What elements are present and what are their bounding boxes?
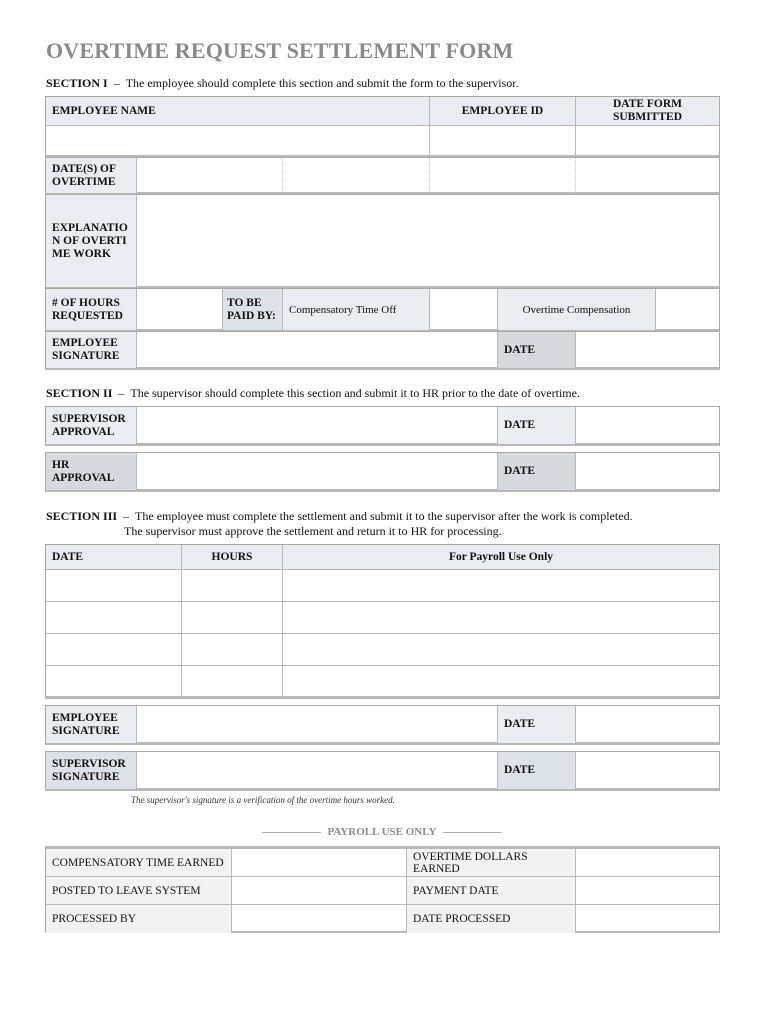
payroll-row-1 bbox=[46, 849, 719, 877]
supervisor-signature-note: The supervisor's signature is a verification of the overtime hours worked. bbox=[131, 795, 395, 805]
hr-approval-label: HR APPROVAL bbox=[46, 453, 137, 490]
supervisor-approval-date-field[interactable] bbox=[576, 407, 719, 444]
hr-approval-date-field[interactable] bbox=[576, 453, 719, 490]
compensatory-time-off-option: Compensatory Time Off bbox=[283, 289, 430, 330]
form-title: OVERTIME REQUEST SETTLEMENT FORM bbox=[46, 38, 514, 63]
settlement-payroll-cell[interactable] bbox=[283, 666, 719, 697]
overtime-date-field-1[interactable] bbox=[137, 158, 283, 193]
section-2-heading bbox=[46, 386, 580, 401]
section-3-heading bbox=[46, 509, 633, 524]
hours-requested-label: # OF HOURS REQUESTED bbox=[46, 289, 137, 330]
processed-by-label: PROCESSED BY bbox=[46, 905, 232, 933]
dates-of-overtime-block bbox=[45, 157, 720, 195]
section-3-label: SECTION III bbox=[46, 509, 118, 523]
supervisor-signature-block bbox=[45, 751, 720, 791]
payroll-table bbox=[45, 846, 720, 933]
overtime-dollars-earned-label: OVERTIME DOLLARS EARNED bbox=[407, 849, 576, 876]
employee-name-label: EMPLOYEE NAME bbox=[46, 97, 430, 125]
payment-date-label: PAYMENT DATE bbox=[407, 877, 576, 904]
hr-approval-date-label: DATE bbox=[498, 453, 576, 490]
employee-signature-date-field-2[interactable] bbox=[576, 706, 719, 743]
settlement-hours-cell[interactable] bbox=[182, 570, 283, 601]
date-form-submitted-label: DATE FORM SUBMITTED bbox=[576, 97, 719, 125]
hr-approval-block bbox=[45, 452, 720, 492]
settlement-hours-cell[interactable] bbox=[182, 634, 283, 665]
settlement-payroll-cell[interactable] bbox=[283, 634, 719, 665]
hours-requested-block bbox=[45, 288, 720, 332]
section-2-dash: – bbox=[118, 386, 125, 400]
hours-requested-field[interactable] bbox=[137, 289, 223, 330]
overtime-dollars-earned-field[interactable] bbox=[576, 849, 719, 876]
section-1-heading bbox=[46, 76, 519, 91]
supervisor-signature-date-field[interactable] bbox=[576, 752, 719, 789]
settlement-hours-cell[interactable] bbox=[182, 602, 283, 633]
supervisor-approval-date-label: DATE bbox=[498, 407, 576, 444]
settlement-payroll-cell[interactable] bbox=[283, 602, 719, 633]
posted-to-leave-label: POSTED TO LEAVE SYSTEM bbox=[46, 877, 232, 904]
settlement-date-cell[interactable] bbox=[46, 602, 182, 633]
processed-by-field[interactable] bbox=[232, 905, 407, 933]
explanation-label bbox=[46, 195, 137, 287]
date-processed-label: DATE PROCESSED bbox=[407, 905, 576, 933]
employee-signature-field-2[interactable] bbox=[137, 706, 498, 743]
settlement-hours-cell[interactable] bbox=[182, 666, 283, 697]
employee-signature-field-1[interactable] bbox=[137, 332, 498, 368]
supervisor-signature-field[interactable] bbox=[137, 752, 498, 789]
section-1-dash: – bbox=[113, 76, 120, 90]
employee-signature-block-1 bbox=[45, 331, 720, 370]
supervisor-approval-label: SUPERVISOR APPROVAL bbox=[46, 407, 137, 444]
compensatory-time-off-field[interactable] bbox=[430, 289, 498, 330]
section-2-label: SECTION II bbox=[46, 386, 113, 400]
employee-name-field[interactable] bbox=[46, 126, 430, 156]
payroll-row-3 bbox=[46, 905, 719, 933]
settlement-payroll-header: For Payroll Use Only bbox=[283, 545, 719, 569]
settlement-table bbox=[45, 544, 720, 699]
payroll-use-only-heading bbox=[262, 826, 502, 838]
section-3-instructions-2: The supervisor must approve the settlement and return it to HR for processing. bbox=[124, 524, 502, 538]
explanation-label-text: EXPLANATIO N OF OVERTIME WORK bbox=[52, 221, 128, 260]
settlement-hours-header: HOURS bbox=[182, 545, 283, 569]
overtime-date-field-2[interactable] bbox=[283, 158, 430, 193]
section-1-instructions: The employee should complete this section and submit the form to the supervisor. bbox=[125, 76, 519, 90]
posted-to-leave-field[interactable] bbox=[232, 877, 407, 904]
supervisor-signature-label: SUPERVISOR SIGNATURE bbox=[46, 752, 137, 789]
employee-id-field[interactable] bbox=[430, 126, 576, 156]
settlement-date-cell[interactable] bbox=[46, 570, 182, 601]
payment-date-field[interactable] bbox=[576, 877, 719, 904]
employee-signature-block-2 bbox=[45, 705, 720, 745]
section-3-instructions-1: The employee must complete the settlement and submit it to the supervisor after the work is completed. bbox=[135, 509, 633, 523]
settlement-date-cell[interactable] bbox=[46, 634, 182, 665]
settlement-payroll-cell[interactable] bbox=[283, 570, 719, 601]
explanation-block bbox=[45, 194, 720, 289]
overtime-date-field-3[interactable] bbox=[430, 158, 576, 193]
employee-id-label: EMPLOYEE ID bbox=[430, 97, 576, 125]
supervisor-signature-date-label: DATE bbox=[498, 752, 576, 789]
overtime-date-field-4[interactable] bbox=[576, 158, 719, 193]
settlement-date-cell[interactable] bbox=[46, 666, 182, 697]
to-be-paid-by-label: TO BE PAID BY: bbox=[223, 289, 283, 330]
overtime-compensation-field[interactable] bbox=[656, 289, 719, 330]
employee-signature-date-label-2: DATE bbox=[498, 706, 576, 743]
employee-signature-date-field-1[interactable] bbox=[576, 332, 719, 368]
date-form-submitted-field[interactable] bbox=[576, 126, 719, 156]
payroll-row-2 bbox=[46, 877, 719, 905]
payroll-heading-rule-right bbox=[443, 832, 502, 833]
supervisor-approval-field[interactable] bbox=[137, 407, 498, 444]
section-2-instructions: The supervisor should complete this section and submit it to HR prior to the date of overtime. bbox=[130, 386, 580, 400]
supervisor-approval-block bbox=[45, 406, 720, 446]
settlement-date-header: DATE bbox=[46, 545, 182, 569]
employee-signature-label-1: EMPLOYEE SIGNATURE bbox=[46, 332, 137, 368]
employee-signature-label-2: EMPLOYEE SIGNATURE bbox=[46, 706, 137, 743]
section-3-dash: – bbox=[123, 509, 130, 523]
comp-time-earned-field[interactable] bbox=[232, 849, 407, 876]
date-processed-field[interactable] bbox=[576, 905, 719, 933]
comp-time-earned-label: COMPENSATORY TIME EARNED bbox=[46, 849, 232, 876]
hr-approval-field[interactable] bbox=[137, 453, 498, 490]
employee-signature-date-label-1: DATE bbox=[498, 332, 576, 368]
explanation-field[interactable] bbox=[137, 195, 719, 287]
payroll-heading-rule-left bbox=[262, 832, 321, 833]
employee-info-block bbox=[45, 96, 720, 158]
payroll-heading-text: PAYROLL USE ONLY bbox=[327, 826, 437, 838]
dates-of-overtime-label: DATE(S) OF OVERTIME bbox=[46, 158, 137, 193]
section-1-label: SECTION I bbox=[46, 76, 108, 90]
overtime-compensation-option: Overtime Compensation bbox=[498, 289, 656, 330]
